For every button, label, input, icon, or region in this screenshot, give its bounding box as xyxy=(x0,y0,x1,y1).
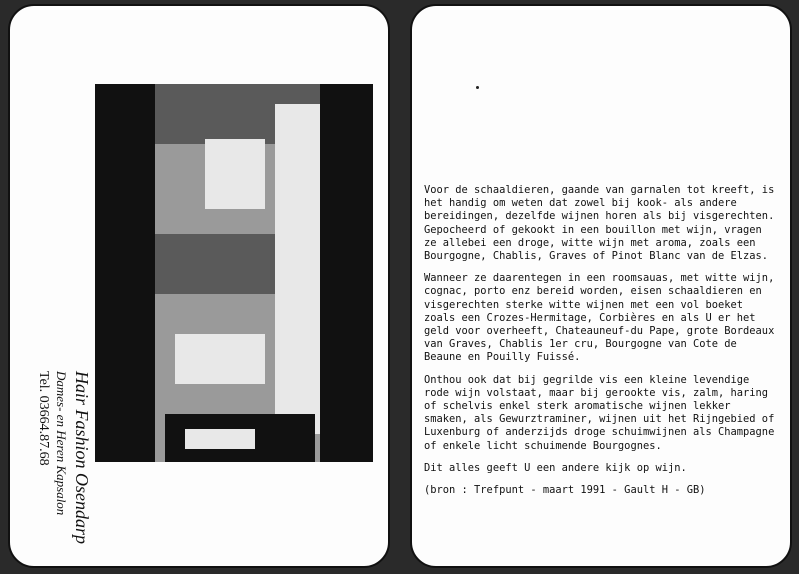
text-line: bereidingen, dezelfde wijnen horen als bij visgerechten. xyxy=(424,210,775,223)
salon-phone: Tel. 03664.87.68 xyxy=(36,371,51,466)
right-page xyxy=(410,4,792,568)
interior-photo xyxy=(95,84,373,462)
salon-advertisement xyxy=(22,371,92,568)
text-line: het handig om weten dat zowel bij kook- als andere xyxy=(424,197,737,210)
article-paragraph xyxy=(424,272,784,364)
text-line: Onthou ook dat bij gegrilde vis een kleine levendige xyxy=(424,373,750,386)
article-paragraph xyxy=(424,484,784,497)
text-line: van Graves, Chablis 1er cru, Bourgogne van Cote de xyxy=(424,338,737,351)
text-line: Wanneer ze daarentegen in een roomsauas, met witte wijn, xyxy=(424,272,775,285)
article-paragraph xyxy=(424,184,784,263)
text-line: cognac, porto enz bereid worden, eisen schaaldieren en xyxy=(424,285,762,298)
text-line: Dit alles geeft U een andere kijk op wijn. xyxy=(424,461,687,474)
text-line: Voor de schaaldieren, gaande van garnalen tot kreeft, is xyxy=(424,184,775,196)
article-body xyxy=(424,184,784,506)
salon-description: Dames- en Heren Kapsalon xyxy=(54,371,69,516)
text-line: of schelvis enkel sterk aromatische wijnen lekker xyxy=(424,400,731,413)
text-line: ze allebei een droge, witte wijn met aroma, zoals een xyxy=(424,236,756,249)
text-line: Bourgogne, Chablis, Graves of Pinot Blanc van de Elzas. xyxy=(424,250,769,263)
text-line: visgerechten sterke witte wijnen met een vol boeket xyxy=(424,298,744,311)
text-line: Luxenburg of anderzijds droge schuimwijnen als Champagne xyxy=(424,426,775,439)
left-page xyxy=(8,4,390,568)
text-line: Gepocheerd of gekookt in een bouillon met wijn, vragen xyxy=(424,223,762,236)
article-paragraph xyxy=(424,374,784,453)
article-paragraph xyxy=(424,462,784,475)
text-line: smaken, als Gewurztraminer, wijnen uit het Rijngebied of xyxy=(424,413,775,426)
text-line: geld voor overheeft, Chateauneuf-du Pape, grote Bordeaux xyxy=(424,325,775,338)
salon-name: Hair Fashion Osendarp xyxy=(72,371,92,545)
text-line: zoals een Crozes-Hermitage, Corbières en als U er het xyxy=(424,311,756,324)
text-line: of enkele licht schuimende Bourgognes. xyxy=(424,439,662,452)
text-line: (bron : Trefpunt - maart 1991 - Gault H - GB) xyxy=(424,484,706,497)
text-line: rode wijn volstaat, maar bij gerookte vis, zalm, haring xyxy=(424,386,769,399)
text-line: Beaune en Pouilly Fuissé. xyxy=(424,351,581,364)
page-mark xyxy=(476,86,479,89)
